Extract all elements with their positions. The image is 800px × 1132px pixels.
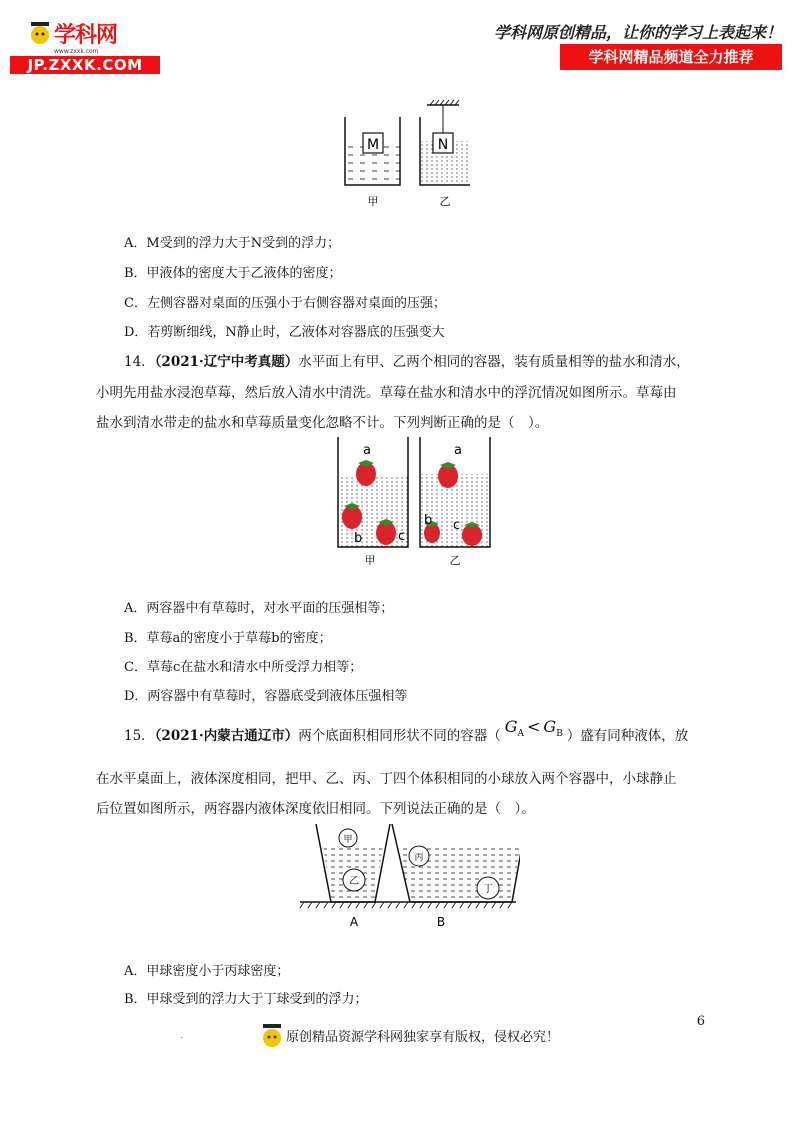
mascot-icon [28,19,52,47]
q15-text-before: 两个底面积相同形状不同的容器（ [298,728,501,744]
page-number: 6 [696,1014,705,1029]
logo [10,18,160,74]
label-b: B [436,915,446,929]
q14-line-2: 小明先用盐水浸泡草莓，然后放入清水中清洗。草莓在盐水和清水中的浮沉情况如图所示。草莓由 [96,385,677,401]
fig14-label-left: 甲 [364,554,376,567]
q15-number: 15． [124,728,155,744]
fig13-label-right: 乙 [439,195,451,208]
q14-line-3: 盐水到清水带走的盐水和草莓质量变化忽略不计。下列判断正确的是（ ）。 [96,415,549,431]
logo-url: JP.ZXXK.COM [10,56,160,74]
logo-text: 学科网 [54,22,118,48]
q13-option-c: C．左侧容器对桌面的压强小于右侧容器对桌面的压强； [124,296,446,311]
q14-option-d: D．两容器中有草莓时，容器底受到液体压强相等 [124,689,408,704]
label-c-right: c [453,518,461,533]
header-slogan: 学科网原创精品，让你的学习上表起来！ [493,23,782,42]
fig13-label-left: 甲 [367,195,379,208]
q14-line-1 [124,350,690,370]
q15-formula: $G_A < G_B$ [504,717,563,740]
q13-option-b: B．甲液体的密度大于乙液体的密度； [124,266,342,281]
q15-option-a: A．甲球密度小于丙球密度； [124,964,290,979]
q14-source: （2021·辽宁中考真题） [154,354,299,370]
channel-banner: 学科网精品频道全力推荐 [560,44,782,70]
fig14-label-right: 乙 [449,554,461,567]
q14-option-a: A．两容器中有草莓时，对水平面的压强相等； [124,601,394,616]
label-b-right: b [424,513,433,528]
label-b-left: b [354,531,363,546]
figure-q14 [330,432,505,567]
q14-option-b: B．草莓a的密度小于草莓b的密度； [124,631,332,646]
footer-dot: . [180,1030,184,1041]
label-c-left: c [398,529,406,544]
q14-option-c: C．草莓c在盐水和清水中所受浮力相等； [124,660,363,675]
mascot-icon [260,1020,284,1050]
figure-q15 [298,822,520,932]
label-a: A [349,915,359,929]
footer-copyright: 原创精品资源学科网独家享有版权，侵权必究！ [286,1030,560,1045]
q13-option-a: A．M受到的浮力大于N受到的浮力； [124,236,341,251]
svg-text:乙: 乙 [349,876,359,887]
svg-text:丙: 丙 [414,853,424,863]
svg-text:甲: 甲 [343,835,353,845]
q14-text-1: 水平面上有甲、乙两个相同的容器，装有质量相等的盐水和清水， [298,354,690,370]
container-left [345,117,400,185]
q13-option-d: D．若剪断细线，N静止时，乙液体对容器底的压强变大 [124,325,445,340]
q15-source: （2021·内蒙古通辽市） [154,728,299,744]
container-right [420,100,470,185]
q14-number: 14． [124,354,155,370]
q15-line-1 [124,717,689,747]
logo-small-url: www.zxxk.com [54,48,99,55]
q15-text-after: ）盛有同种液体，放 [566,728,689,744]
q15-line-2: 在水平桌面上，液体深度相同，把甲、乙、丙、丁四个体积相同的小球放入两个容器中，小球静止 [96,771,677,787]
svg-text:丁: 丁 [483,884,493,895]
label-a-right: a [454,443,462,458]
box-n-label: N [437,137,449,153]
box-m-label: M [366,137,380,153]
figure-q13 [335,95,470,210]
label-a-left: a [363,443,371,458]
q15-line-3: 后位置如图所示，两容器内液体深度依旧相同。下列说法正确的是（ ）。 [96,801,535,817]
q15-option-b: B．甲球受到的浮力大于丁球受到的浮力； [124,992,368,1007]
